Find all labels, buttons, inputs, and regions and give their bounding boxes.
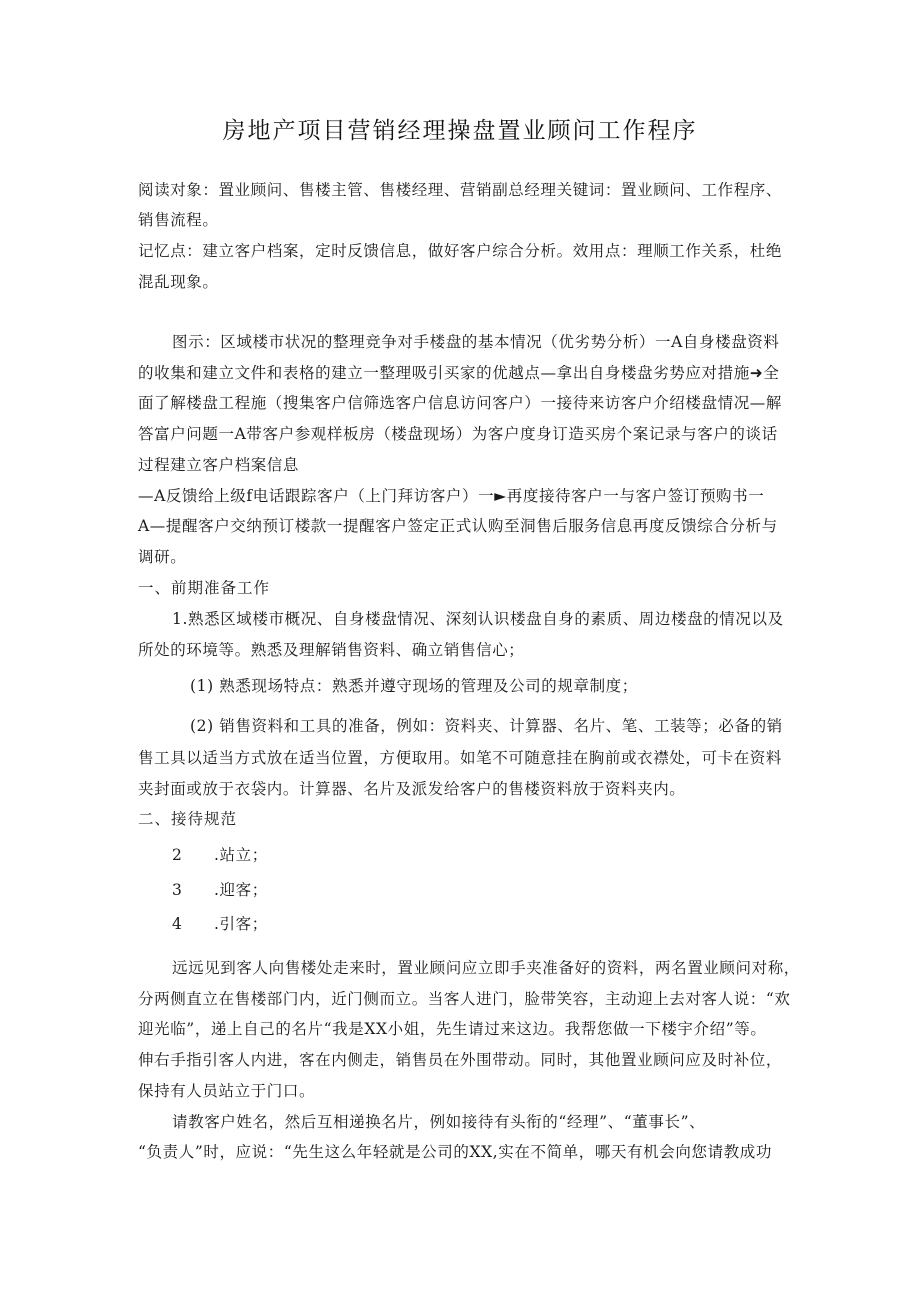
paragraph-line: 迎光临”，递上自己的名片“我是XX小姐，先生请过来这边。我帮您做一下楼宇介绍”等。 <box>138 1020 767 1038</box>
diagram-line: 图示：区域楼市状况的整理竞争对手楼盘的基本情况（优劣势分析）一A自身楼盘资料 <box>172 333 780 351</box>
diagram-line: 的收集和建立文件和表格的建立一整理吸引买家的优越点—拿出自身楼盘劣势应对措施➜全 <box>138 364 780 382</box>
diagram-line: A—提醒客户交纳预订楼款一提醒客户签定正式认购至洞售后服务信息再度反馈综合分析与 <box>138 517 778 535</box>
list-item <box>172 914 268 934</box>
intro-line: 阅读对象：置业顾问、售楼主管、售楼经理、营销副总经理关键词：置业顾问、工作程序、 <box>138 181 783 199</box>
paragraph-line: 保持有人员站立于门口。 <box>138 1082 316 1100</box>
list-item-number: 3 <box>172 881 183 899</box>
paragraph-line: 请教客户姓名，然后互相递换名片，例如接待有头衔的“经理”、“董事长”、 <box>172 1113 706 1131</box>
list-item-text: .引客； <box>214 915 268 933</box>
paragraph-line: 远远见到客人向售楼处走来时，置业顾问应立即手夹准备好的资料，两名置业顾问对称， <box>172 959 800 977</box>
diagram-line: —A反馈给上级f电话跟踪客户（上门拜访客户）一►再度接待客户一与客户签订预购书一 <box>138 487 765 505</box>
intro-line: 记忆点：建立客户档案，定时反馈信息，做好客户综合分析。效用点：理顺工作关系，杜绝 <box>138 242 783 260</box>
paragraph-line: (1) 熟悉现场特点：熟悉并遵守现场的管理及公司的规章制度； <box>190 677 638 695</box>
section-heading: 一、前期准备工作 <box>138 579 271 597</box>
document-title: 房地产项目营销经理操盘置业顾问工作程序 <box>222 118 698 144</box>
diagram-line: 面了解楼盘工程施（搜集客户信筛选客户信息访问客户）一接待来访客户介绍楼盘情况—解 <box>138 394 783 412</box>
diagram-line: 答富户问题一A带客户参观样板房（楼盘现场）为客户度身订造买房个案记录与客户的谈话 <box>138 425 778 443</box>
list-item-text: .站立； <box>214 846 268 864</box>
list-item-number: 2 <box>172 846 183 864</box>
section-heading: 二、接待规范 <box>138 810 238 828</box>
intro-line: 混乱现象。 <box>138 273 219 291</box>
paragraph-line: “负责人”时，应说：“先生这么年轻就是公司的XX,实在不简单，哪天有机会向您请教成功 <box>138 1143 772 1161</box>
intro-line: 销售流程。 <box>138 211 219 229</box>
paragraph-line: 分两侧直立在售楼部门内，近门侧而立。当客人进门，脸带笑容，主动迎上去对客人说：“欢 <box>138 990 791 1008</box>
list-item <box>172 880 268 900</box>
paragraph-line: (2) 销售资料和工具的准备，例如：资料夹、计算器、名片、笔、工装等；必备的销 <box>190 717 783 735</box>
paragraph-line: 夹封面或放于衣袋内。计算器、名片及派发给客户的售楼资料放于资料夹内。 <box>138 780 686 798</box>
paragraph-line: 售工具以适当方式放在适当位置，方便取用。如笔不可随意挂在胸前或衣襟处，可卡在资料 <box>138 749 783 767</box>
list-item-text: .迎客； <box>214 881 268 899</box>
paragraph-line: 所处的环境等。熟悉及理解销售资料、确立销售信心； <box>138 641 525 659</box>
list-item <box>172 845 268 865</box>
diagram-line: 过程建立客户档案信息 <box>138 456 300 474</box>
paragraph-line: 伸右手指引客人内进，客在内侧走，销售员在外围带动。同时，其他置业顾问应及时补位， <box>138 1051 783 1069</box>
paragraph-line: 1.熟悉区域楼市概况、自身楼盘情况、深刻认识楼盘自身的素质、周边楼盘的情况以及 <box>172 610 784 628</box>
diagram-line: 调研。 <box>138 548 187 566</box>
list-item-number: 4 <box>172 915 183 933</box>
